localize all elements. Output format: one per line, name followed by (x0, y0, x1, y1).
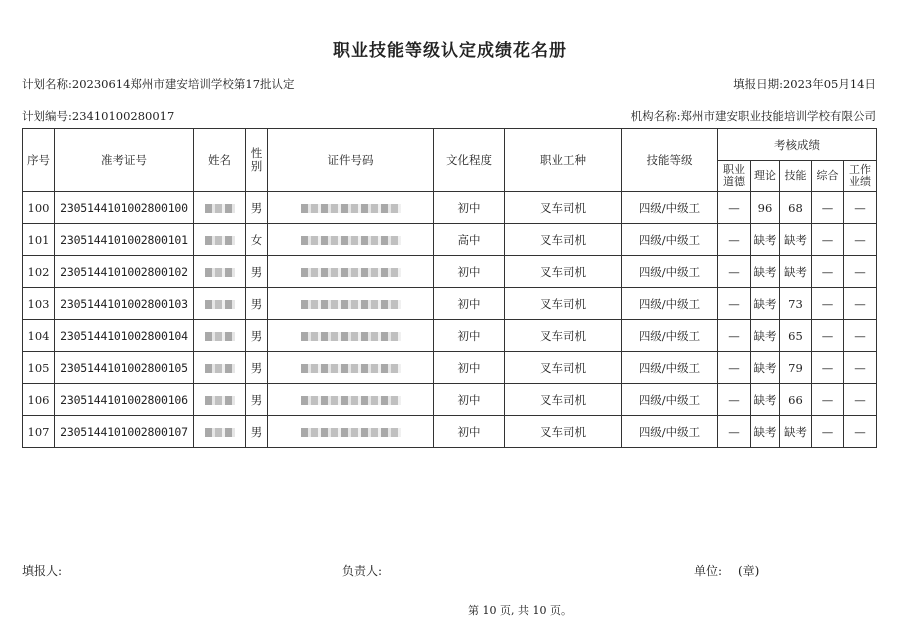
cell-comprehensive: — (812, 320, 844, 352)
unit-label: 单位: (694, 564, 723, 578)
cell-id-redacted (268, 384, 434, 416)
cell-gender: 男 (246, 352, 268, 384)
plan-no (22, 108, 174, 124)
cell-theory: 缺考 (751, 416, 780, 448)
cell-occupation: 叉车司机 (505, 192, 622, 224)
header-skill: 技能 (780, 161, 812, 192)
cell-gender: 女 (246, 224, 268, 256)
seal-mark: (章) (738, 564, 760, 578)
cell-exam-no: 2305144101002800106 (55, 384, 194, 416)
cell-education: 初中 (434, 288, 505, 320)
cell-education: 高中 (434, 224, 505, 256)
cell-comprehensive: — (812, 192, 844, 224)
cell-theory: 缺考 (751, 288, 780, 320)
org-value: 郑州市建安职业技能培训学校有限公司 (680, 109, 876, 123)
cell-skill: 65 (780, 320, 812, 352)
cell-skill: 缺考 (780, 224, 812, 256)
cell-occupation: 叉车司机 (505, 256, 622, 288)
redacted-id-mark (301, 204, 401, 213)
header-name: 姓名 (194, 129, 246, 192)
cell-work: — (844, 192, 877, 224)
cell-comprehensive: — (812, 288, 844, 320)
redacted-name-mark (205, 300, 235, 309)
plan-name-label: 计划名称: (22, 77, 72, 91)
cell-skill: 68 (780, 192, 812, 224)
redacted-id-mark (301, 428, 401, 437)
responsible-label: 负责人: (342, 564, 383, 578)
cell-comprehensive: — (812, 224, 844, 256)
cell-name-redacted (194, 256, 246, 288)
cell-comprehensive: — (812, 256, 844, 288)
redacted-id-mark (301, 236, 401, 245)
cell-level: 四级/中级工 (622, 256, 718, 288)
cell-id-redacted (268, 320, 434, 352)
redacted-name-mark (205, 204, 235, 213)
cell-ethics: — (718, 416, 751, 448)
table-row (23, 320, 877, 352)
cell-level: 四级/中级工 (622, 320, 718, 352)
cell-education: 初中 (434, 192, 505, 224)
cell-ethics: — (718, 384, 751, 416)
cell-level: 四级/中级工 (622, 288, 718, 320)
cell-name-redacted (194, 320, 246, 352)
header-gender: 性别 (246, 129, 268, 192)
redacted-name-mark (205, 236, 235, 245)
score-roster-table (22, 128, 877, 448)
cell-theory: 96 (751, 192, 780, 224)
fill-date-value: 2023年05月14日 (782, 77, 876, 91)
cell-ethics: — (718, 288, 751, 320)
table-row (23, 224, 877, 256)
cell-level: 四级/中级工 (622, 416, 718, 448)
cell-name-redacted (194, 224, 246, 256)
cell-seq: 102 (23, 256, 55, 288)
cell-theory: 缺考 (751, 224, 780, 256)
cell-occupation: 叉车司机 (505, 288, 622, 320)
cell-education: 初中 (434, 416, 505, 448)
cell-education: 初中 (434, 256, 505, 288)
cell-level: 四级/中级工 (622, 224, 718, 256)
table-row (23, 416, 877, 448)
cell-id-redacted (268, 256, 434, 288)
cell-education: 初中 (434, 352, 505, 384)
table-row (23, 192, 877, 224)
org-label: 机构名称: (630, 109, 681, 123)
cell-level: 四级/中级工 (622, 384, 718, 416)
header-exam-no: 准考证号 (55, 129, 194, 192)
org-name (631, 108, 876, 124)
cell-ethics: — (718, 256, 751, 288)
cell-occupation: 叉车司机 (505, 384, 622, 416)
table-row (23, 288, 877, 320)
header-id-no: 证件号码 (268, 129, 434, 192)
redacted-name-mark (205, 396, 235, 405)
cell-theory: 缺考 (751, 384, 780, 416)
cell-theory: 缺考 (751, 256, 780, 288)
cell-ethics: — (718, 352, 751, 384)
cell-seq: 101 (23, 224, 55, 256)
redacted-name-mark (205, 428, 235, 437)
cell-name-redacted (194, 192, 246, 224)
cell-seq: 100 (23, 192, 55, 224)
cell-theory: 缺考 (751, 352, 780, 384)
plan-name-value: 20230614郑州市建安培训学校第17批认定 (71, 77, 295, 91)
cell-exam-no: 2305144101002800105 (55, 352, 194, 384)
cell-id-redacted (268, 416, 434, 448)
cell-occupation: 叉车司机 (505, 352, 622, 384)
cell-occupation: 叉车司机 (505, 320, 622, 352)
table-row (23, 256, 877, 288)
cell-work: — (844, 288, 877, 320)
redacted-id-mark (301, 332, 401, 341)
cell-level: 四级/中级工 (622, 192, 718, 224)
cell-work: — (844, 352, 877, 384)
cell-seq: 104 (23, 320, 55, 352)
cell-exam-no: 2305144101002800100 (55, 192, 194, 224)
cell-work: — (844, 384, 877, 416)
redacted-name-mark (205, 332, 235, 341)
redacted-name-mark (205, 364, 235, 373)
cell-exam-no: 2305144101002800107 (55, 416, 194, 448)
cell-gender: 男 (246, 416, 268, 448)
cell-id-redacted (268, 224, 434, 256)
cell-ethics: — (718, 224, 751, 256)
cell-skill: 缺考 (780, 416, 812, 448)
redacted-id-mark (301, 300, 401, 309)
cell-gender: 男 (246, 288, 268, 320)
cell-gender: 男 (246, 192, 268, 224)
cell-work: — (844, 416, 877, 448)
cell-education: 初中 (434, 384, 505, 416)
cell-name-redacted (194, 416, 246, 448)
plan-name (22, 76, 295, 92)
cell-comprehensive: — (812, 352, 844, 384)
cell-gender: 男 (246, 256, 268, 288)
cell-theory: 缺考 (751, 320, 780, 352)
header-ethics: 职业道德 (718, 161, 751, 192)
cell-name-redacted (194, 352, 246, 384)
cell-skill: 73 (780, 288, 812, 320)
cell-comprehensive: — (812, 384, 844, 416)
redacted-name-mark (205, 268, 235, 277)
cell-work: — (844, 224, 877, 256)
cell-exam-no: 2305144101002800103 (55, 288, 194, 320)
cell-gender: 男 (246, 384, 268, 416)
fill-date-label: 填报日期: (733, 77, 783, 91)
header-scores: 考核成绩 (718, 129, 877, 161)
cell-name-redacted (194, 384, 246, 416)
cell-name-redacted (194, 288, 246, 320)
cell-education: 初中 (434, 320, 505, 352)
cell-id-redacted (268, 288, 434, 320)
header-theory: 理论 (751, 161, 780, 192)
cell-seq: 107 (23, 416, 55, 448)
cell-occupation: 叉车司机 (505, 416, 622, 448)
page-indicator: 第 10 页, 共 10 页。 (468, 604, 572, 617)
table-row (23, 352, 877, 384)
plan-no-value: 23410100280017 (71, 109, 175, 123)
cell-id-redacted (268, 352, 434, 384)
cell-id-redacted (268, 192, 434, 224)
header-education: 文化程度 (434, 129, 505, 192)
plan-no-label: 计划编号: (22, 109, 72, 123)
cell-exam-no: 2305144101002800104 (55, 320, 194, 352)
cell-comprehensive: — (812, 416, 844, 448)
redacted-id-mark (301, 364, 401, 373)
cell-seq: 106 (23, 384, 55, 416)
cell-exam-no: 2305144101002800101 (55, 224, 194, 256)
header-seq: 序号 (23, 129, 55, 192)
cell-seq: 105 (23, 352, 55, 384)
header-comprehensive: 综合 (812, 161, 844, 192)
header-occupation: 职业工种 (505, 129, 622, 192)
document-title: 职业技能等级认定成绩花名册 (333, 41, 567, 61)
cell-seq: 103 (23, 288, 55, 320)
fill-date (733, 76, 876, 92)
header-work: 工作业绩 (844, 161, 877, 192)
cell-occupation: 叉车司机 (505, 224, 622, 256)
cell-ethics: — (718, 320, 751, 352)
filler-label: 填报人: (22, 564, 63, 578)
cell-level: 四级/中级工 (622, 352, 718, 384)
header-level: 技能等级 (622, 129, 718, 192)
cell-gender: 男 (246, 320, 268, 352)
cell-skill: 66 (780, 384, 812, 416)
cell-work: — (844, 320, 877, 352)
cell-skill: 缺考 (780, 256, 812, 288)
table-row (23, 384, 877, 416)
cell-exam-no: 2305144101002800102 (55, 256, 194, 288)
cell-work: — (844, 256, 877, 288)
cell-skill: 79 (780, 352, 812, 384)
cell-ethics: — (718, 192, 751, 224)
redacted-id-mark (301, 268, 401, 277)
redacted-id-mark (301, 396, 401, 405)
